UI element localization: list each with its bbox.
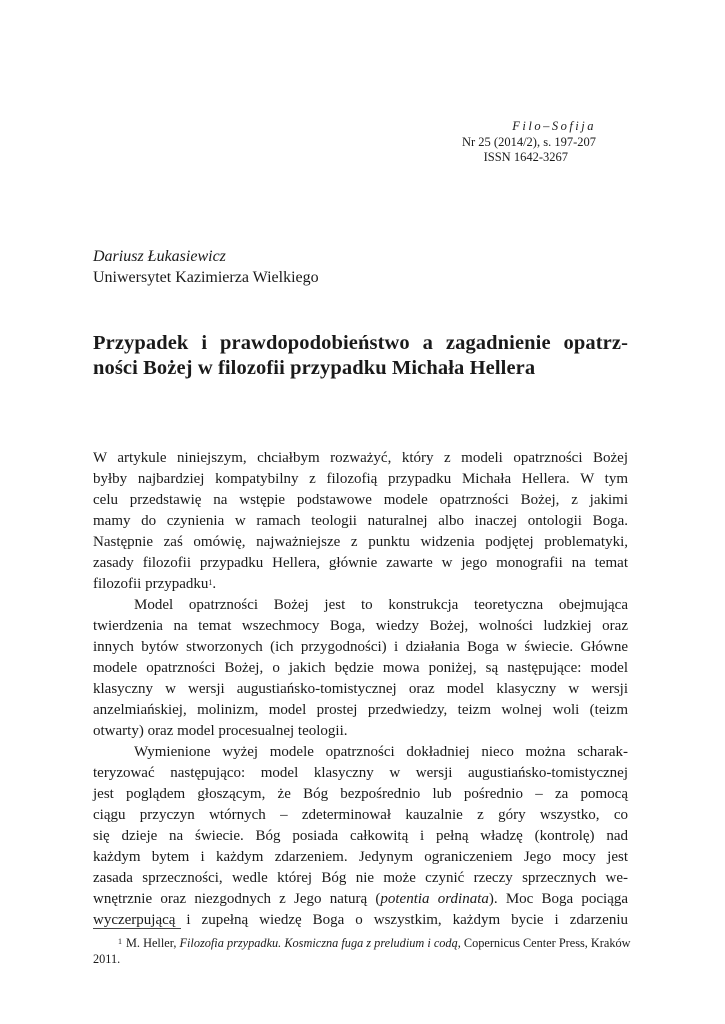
author-block xyxy=(93,246,633,288)
text-line: ciągu przyczyn wtórnych – zdeterminował kauzalnie z góry wszystko, co xyxy=(93,807,628,823)
italic-term: potentia ordinata xyxy=(380,891,489,907)
footnote xyxy=(93,935,631,967)
footnote-reference[interactable]: 1 xyxy=(208,578,213,587)
text-line: modele opatrzności Bożej, o jakich będzie mowa poniżej, są następujące: model xyxy=(93,660,628,676)
journal-name: Filo–Sofija xyxy=(512,119,596,133)
paragraph-1 xyxy=(93,448,628,595)
text-line: otwarty) oraz model procesualnej teologii. xyxy=(93,723,348,739)
text-line: mamy do czynienia w ramach teologii naturalnej albo inaczej ontologii Boga. xyxy=(93,513,628,529)
text-line: się dzieje na świecie. Bóg posiada całkowitą i pełną władzę (kontrolę) nad xyxy=(93,828,628,844)
text-line: wnętrznie oraz niezgodnych z Jego naturą (potentia ordinata). Moc Boga pociąga xyxy=(93,891,629,907)
text-line: celu przedstawię na wstępie podstawowe modele opatrzności Bożej, z jakimi xyxy=(93,492,628,508)
paragraph-2 xyxy=(93,595,628,742)
text-line: zasada sprzeczności, wedle której Bóg nie może czynić rzeczy sprzecznych we- xyxy=(93,870,628,886)
text-line: klasyczny w wersji augustiańsko-tomistycznej oraz model klasyczny w wersji xyxy=(93,681,628,697)
text-line: zasady filozofii przypadku Hellera, głównie zawarte w jego monografii na temat xyxy=(93,555,628,571)
text-line: Następnie zaś omówię, najważniejsze z punktu widzenia podjętej problematyki, xyxy=(93,534,628,550)
author-name: Dariusz Łukasiewicz xyxy=(93,248,226,265)
footnote-line: $^1$ M. Heller, Filozofia przypadku. Kosmiczna fuga z preludium i codą, Copernicus Center Press, Kraków xyxy=(118,936,631,950)
article-body xyxy=(93,448,628,931)
text-line: Model opatrzności Bożej jest to konstrukcja teoretyczna obejmująca xyxy=(134,597,628,613)
text-line: teryzować następująco: model klasyczny w wersji augustiańsko-tomistycznej xyxy=(93,765,628,781)
text-line: innych bytów stworzonych (ich przygodności) i działania Boga w świecie. Główne xyxy=(93,639,628,655)
paragraph-3 xyxy=(93,742,628,931)
text-line: jest poglądem głoszącym, że Bóg bezpośrednio lub pośrednio – za pomocą xyxy=(93,786,628,802)
text-line: wyczerpującą i zupełną wiedzę Boga o wszystkim, każdym bycie i zdarzeniu xyxy=(93,912,628,928)
text-line: twierdzenia na temat wszechmocy Boga, wiedzy Bożej, wolności ludzkiej oraz xyxy=(93,618,628,634)
text-line: Wymienione wyżej modele opatrzności dokładniej nieco można scharak- xyxy=(134,744,628,760)
footnote-book-title: Filozofia przypadku. Kosmiczna fuga z preludium i codą xyxy=(179,936,458,950)
text-line: anzelmiańskiej, molinizm, model prostej przedwiedzy, teizm wolnej woli (teizm xyxy=(93,702,628,718)
text-line: byłby najbardziej kompatybilny z filozofią przypadku Michała Hellera. W tym xyxy=(93,471,628,487)
journal-header xyxy=(420,119,596,166)
title-line-1: Przypadek i prawdopodobieństwo a zagadnienie opatrz- xyxy=(93,332,628,354)
journal-issn: ISSN 1642-3267 xyxy=(483,150,568,164)
footnote-mark: 1 xyxy=(118,937,122,946)
footnote-divider xyxy=(93,928,181,929)
text-line: W artykule niniejszym, chciałbym rozważyć, który z modeli opatrzności Bożej xyxy=(93,450,628,466)
article-title xyxy=(93,331,628,381)
text-line: każdym bytem i każdym zdarzeniem. Jedynym ograniczeniem Jego mocy jest xyxy=(93,849,628,865)
title-line-2: ności Bożej w filozofii przypadku Michała Hellera xyxy=(93,357,536,379)
text-line: filozofii przypadku$^1$. xyxy=(93,576,217,592)
footnote-line: 2011. xyxy=(93,952,121,966)
author-affiliation: Uniwersytet Kazimierza Wielkiego xyxy=(93,269,319,286)
journal-issue: Nr 25 (2014/2), s. 197-207 xyxy=(461,134,596,149)
